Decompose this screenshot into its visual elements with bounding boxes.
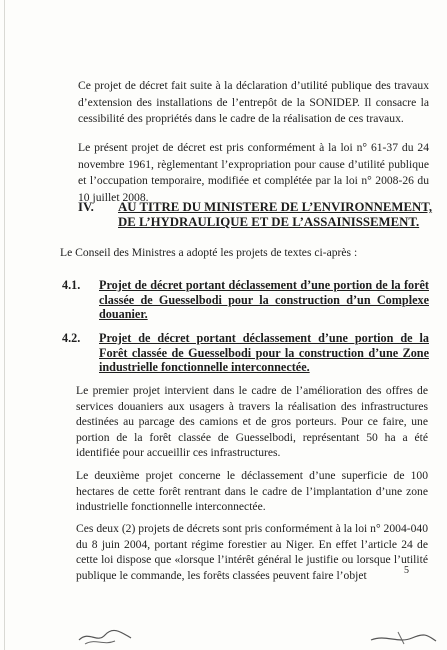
paragraph-loi-61-37: Le présent projet de décret est pris conformément à la loi n° 61-37 du 24 novembre 1961, règlementant l’expropriation pour cause d’utilité publique et l’occupation temporaire, modifiée et complétée par la loi n° 2008-26 du 10 juillet 2008. bbox=[78, 141, 429, 204]
item-title: Projet de décret portant déclassement d’une portion de la Forêt classée de Guesselbodi pour la construction d’une Zone industrielle fonctionnelle interconnectée. bbox=[99, 331, 429, 374]
paragraph-deuxieme-projet: Le deuxième projet concerne le déclassement d’une superficie de 100 hectares de cette forêt rentrant dans le cadre de l’implantation d’une zone industrielle fonctionnelle interconnectée. bbox=[76, 469, 428, 514]
paragraph-premier-projet: Le premier projet intervient dans le cadre de l’amélioration des offres de services douaniers aux usagers à travers la réalisation des infrastructures destinées au parcage des camions et de gros porteurs. Pour ce faire, une portion de la forêt classée de Guesselbodi, représentant 50 ha a été identifiée pour accueillir ces infrastructures. bbox=[76, 384, 428, 460]
paragraph-sonidep: Ce projet de décret fait suite à la déclaration d’utilité publique des travaux d’extension des installations de l’entrepôt de la SONIDEP. Il consacre la cessibilité des propriétés dans le cadre de la réalisation de ces travaux. bbox=[78, 79, 429, 125]
paragraph-conseil-ministres: Le Conseil des Ministres a adopté les projets de textes ci-après : bbox=[60, 246, 358, 259]
item-title: Projet de décret portant déclassement d’une portion de la forêt classée de Guesselbodi pour la construction d’un Complexe douanier. bbox=[99, 278, 429, 321]
page-number: 5 bbox=[404, 565, 409, 576]
item-4-1 bbox=[62, 278, 432, 323]
section-number: IV. bbox=[78, 200, 94, 214]
paragraph-loi-2004-040: Ces deux (2) projets de décrets sont pris conformément à la loi n° 2004-040 du 8 juin 2004, portant régime forestier au Niger. En effet l’article 24 de cette loi dispose que «lorsque l’intérêt général le justifie ou lorsque l’utilité publique le commande, les forêts classées peuvent faire l’objet bbox=[76, 522, 428, 582]
item-number: 4.1. bbox=[62, 278, 81, 292]
signature-mark-right bbox=[368, 628, 438, 648]
item-4-2 bbox=[62, 331, 432, 376]
signature-mark-left bbox=[75, 626, 135, 648]
page-edge-line bbox=[4, 0, 5, 650]
item-number: 4.2. bbox=[62, 331, 81, 345]
section-title: AU TITRE DU MINISTERE DE L’ENVIRONNEMENT, DE L’HYDRAULIQUE ET DE L’ASSAINISSEMENT. bbox=[118, 200, 433, 229]
